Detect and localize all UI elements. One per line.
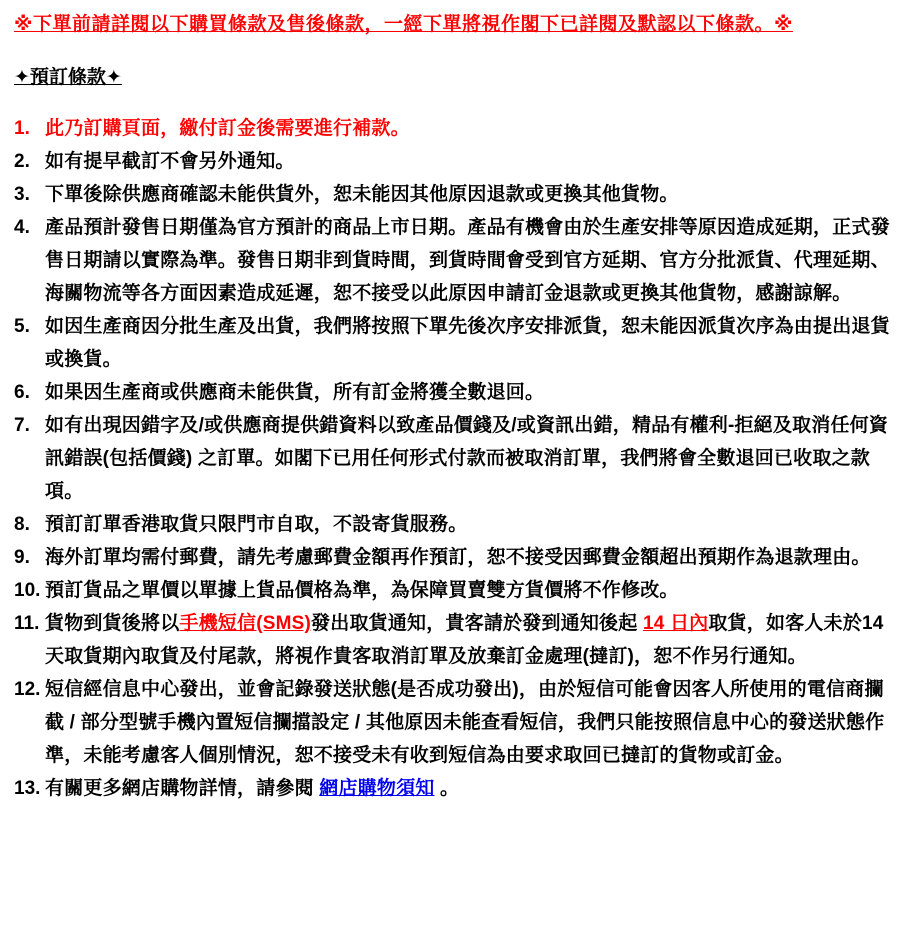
term-number: 2. xyxy=(14,151,30,172)
term-item xyxy=(14,376,899,409)
term-text-segment: 如果因生產商或供應商未能供貨，所有訂金將獲全數退回。 xyxy=(45,382,545,403)
term-text xyxy=(45,409,899,508)
term-item xyxy=(14,409,899,508)
term-text xyxy=(45,574,899,607)
term-text-segment: 。 xyxy=(434,778,460,799)
term-number: 13. xyxy=(14,778,41,799)
section-heading: ✦預訂條款✦ xyxy=(14,67,122,88)
term-item xyxy=(14,541,899,574)
term-text-segment: 貨物到貨後將以 xyxy=(45,613,180,634)
store-shopping-notes-link[interactable]: 網店購物須知 xyxy=(319,778,435,799)
term-number: 3. xyxy=(14,184,30,205)
term-number: 9. xyxy=(14,547,30,568)
term-text xyxy=(45,112,899,145)
term-text-segment: 此乃訂購頁面，繳付訂金後需要進行補款。 xyxy=(45,118,410,139)
term-text-segment: 產品預計發售日期僅為官方預計的商品上市日期。產品有機會由於生產安排等原因造成延期，正式發售日期請以實際為準。發售日期非到貨時間，到貨時間會受到官方延期、官方分批派貨、代理延期、海關物流等各方面因素造成延遲，恕不接受以此原因申請訂金退款或更換其他貨物，感謝諒解。 xyxy=(45,217,890,304)
term-item xyxy=(14,673,899,772)
term-item xyxy=(14,310,899,376)
term-item xyxy=(14,178,899,211)
term-item xyxy=(14,145,899,178)
term-number: 1. xyxy=(14,118,30,139)
term-item xyxy=(14,772,899,805)
term-item xyxy=(14,211,899,310)
term-item xyxy=(14,574,899,607)
term-number: 11. xyxy=(14,613,40,634)
term-text-segment: 14 日內 xyxy=(642,613,709,634)
term-number: 4. xyxy=(14,217,30,238)
term-number: 7. xyxy=(14,415,30,436)
term-text-segment: 取貨，如客人未於14 天取貨期內取貨及付尾款，將視作貴客取消訂單及放棄訂金處理(撻訂)，恕不作另行通知。 xyxy=(45,613,884,667)
term-number: 12. xyxy=(14,679,41,700)
term-text xyxy=(45,310,899,376)
term-number: 10. xyxy=(14,580,41,601)
term-text-segment: 如因生產商因分批生產及出貨，我們將按照下單先後次序安排派貨，恕未能因派貨次序為由提出退貨或換貨。 xyxy=(45,316,890,370)
term-text-segment: 手機短信(SMS) xyxy=(179,613,312,634)
term-text-segment: 下單後除供應商確認未能供貨外，恕未能因其他原因退款或更換其他貨物。 xyxy=(45,184,679,205)
term-text-segment: 發出取貨通知，貴客請於發到通知後起 xyxy=(311,613,643,634)
term-text-segment: 預訂貨品之單價以單據上貨品價格為準，為保障買賣雙方貨價將不作修改。 xyxy=(45,580,679,601)
term-text-segment: 如有出現因錯字及/或供應商提供錯資料以致產品價錢及/或資訊出錯，精品有權利-拒絕及取消任何資訊錯誤(包括價錢) 之訂單。如閣下已用任何形式付款而被取消訂單，我們將會全數退回已收取之款項。 xyxy=(45,415,889,502)
term-text xyxy=(45,211,899,310)
term-text xyxy=(45,178,899,211)
term-text xyxy=(45,673,899,772)
term-text-segment: 有關更多網店購物詳情，請參閱 xyxy=(45,778,320,799)
term-number: 8. xyxy=(14,514,30,535)
term-text xyxy=(45,541,899,574)
term-text-segment: 如有提早截訂不會另外通知。 xyxy=(45,151,295,172)
term-text xyxy=(45,376,899,409)
term-item xyxy=(14,112,899,145)
term-text xyxy=(45,508,899,541)
terms-list xyxy=(14,112,899,805)
term-text-segment: 海外訂單均需付郵費，請先考慮郵費金額再作預訂，恕不接受因郵費金額超出預期作為退款理由。 xyxy=(45,547,871,568)
page-title: ※下單前請詳閱以下購買條款及售後條款，一經下單將視作閣下已詳閱及默認以下條款。※ xyxy=(14,14,793,35)
term-number: 5. xyxy=(14,316,30,337)
term-text-segment: 預訂訂單香港取貨只限門市自取，不設寄貨服務。 xyxy=(45,514,468,535)
term-text-segment: 短信經信息中心發出，並會記錄發送狀態(是否成功發出)，由於短信可能會因客人所使用的電信商攔截 / 部分型號手機內置短信攔擋設定 / 其他原因未能查看短信，我們只能按照信息中心的發送狀態作準，未能考慮客人個別情況，恕不接受未有收到短信為由要求取回已撻訂的貨物或訂金。 xyxy=(45,679,885,766)
term-text xyxy=(45,772,899,805)
term-text xyxy=(45,607,899,673)
term-text xyxy=(45,145,899,178)
term-item xyxy=(14,508,899,541)
term-number: 6. xyxy=(14,382,30,403)
term-item xyxy=(14,607,899,673)
